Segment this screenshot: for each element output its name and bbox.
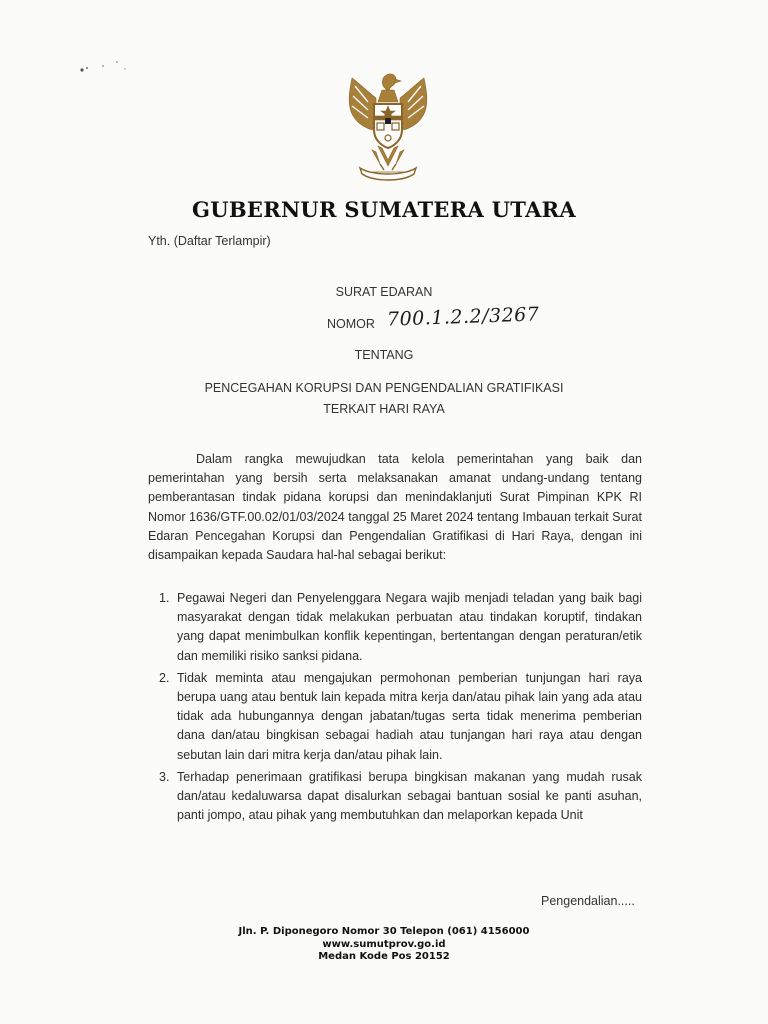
number-label: NOMOR <box>327 317 375 331</box>
list-item <box>148 768 642 826</box>
garuda-emblem-icon <box>338 68 438 188</box>
document-type: SURAT EDARAN <box>335 285 433 299</box>
letterhead-title: GUBERNUR SUMATERA UTARA <box>191 197 577 222</box>
letterhead-footer <box>0 926 768 964</box>
intro-paragraph <box>148 450 642 565</box>
footer-city: Medan Kode Pos 20152 <box>318 951 450 962</box>
footer-website: www.sumutprov.go.id <box>322 938 446 950</box>
list-item-number: 3. <box>159 769 170 784</box>
intro-text: Dalam rangka mewujudkan tata kelola pemerintahan yang baik dan pemerintahan yang bersih serta melaksanakan amanat undang-undang tentang pemberantasan tindak pidana korupsi dan menindaklanjuti Surat Pimpinan KPK RI Nomor 1636/GTF.00.02/01/03/2024 tanggal 25 Maret 2024 tentang Imbauan terkait Surat Edaran Pencegahan Korupsi dan Pengendalian Gratifikasi di Hari Raya, dengan ini disampaikan kepada Saudara hal-hal sebagai berikut: <box>148 452 642 563</box>
handwritten-number: 700.1.2.2/3267 <box>386 303 540 331</box>
list-item-text: Pegawai Negeri dan Penyelenggara Negara wajib menjadi teladan yang baik bagi masyarakat dengan tidak melakukan perbuatan atau tindakan koruptif, tindakan yang dapat menimbulkan konflik kepentingan, bertentangan dengan peraturan/etik dan memiliki risiko sanksi pidana. <box>177 591 642 663</box>
recipient-line: Yth. (Daftar Terlampir) <box>148 234 271 248</box>
list-item-text: Terhadap penerimaan gratifikasi berupa bingkisan makanan yang mudah rusak dan/atau kedaluwarsa dapat disalurkan sebagai bantuan sosial ke panti asuhan, panti jompo, atau pihak yang membutuhkan dan melaporkan kepada Unit <box>177 769 642 823</box>
list-item <box>148 589 642 666</box>
list-item-text: Tidak meminta atau mengajukan permohonan pemberian tunjungan hari raya berupa uang atau bentuk lain kepada mitra kerja dan/atau pihak lain yang ada atau tidak ada hubungannya dengan jabatan/tugas serta tidak menerima pemberian dana dan/atau bingkisan sebagai hadiah atau tunjangan hari raya atau dengan sebutan lain dari mitra kerja dan/atau pihak lain. <box>177 670 642 762</box>
continued-catchword: Pengendalian..... <box>541 894 635 908</box>
footer-address: Jln. P. Diponegoro Nomor 30 Telepon (061) 4156000 <box>238 926 530 937</box>
subject-line-1: PENCEGAHAN KORUPSI DAN PENGENDALIAN GRATIFIKASI <box>204 381 564 395</box>
scan-specks <box>70 52 140 82</box>
list-item-number: 2. <box>159 670 170 685</box>
instruction-list <box>148 589 642 828</box>
subject-line-2: TERKAIT HARI RAYA <box>323 402 445 416</box>
about-label: TENTANG <box>354 348 414 362</box>
list-item <box>148 669 642 765</box>
list-item-number: 1. <box>159 591 170 605</box>
